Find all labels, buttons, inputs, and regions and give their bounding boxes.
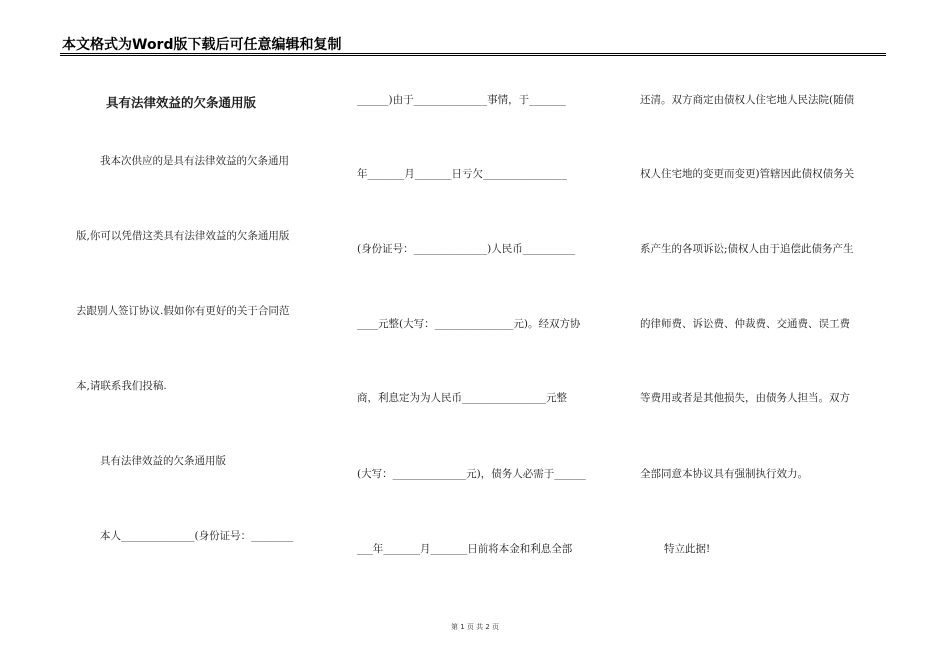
document-title: 具有法律效益的欠条通用版 bbox=[106, 95, 257, 110]
text-column-3 bbox=[640, 0, 890, 672]
document-header-title: 本文格式为Word版下载后可任意编辑和复制 bbox=[62, 37, 342, 53]
page-number-footer: 第 1 页 共 2 页 bbox=[450, 623, 500, 631]
text-line: 权人住宅地的变更而变更)管辖因此债权债务关 bbox=[640, 168, 855, 180]
text-line: 系产生的各项诉讼;债权人由于追偿此债务产生 bbox=[640, 243, 854, 255]
text-line: 还清。双方商定由债权人住宅地人民法院(随债 bbox=[640, 94, 855, 106]
text-line: 具有法律效益的欠条通用版 bbox=[100, 455, 226, 467]
text-line: (身份证号：______________)人民币__________ bbox=[357, 243, 576, 255]
text-line: (大写：______________元)，债务人必需于______ bbox=[357, 468, 586, 480]
text-line: 本人______________(身份证号：________ bbox=[100, 530, 294, 542]
text-line: 我本次供应的是具有法律效益的欠条通用 bbox=[100, 155, 289, 167]
text-line: 版,你可以凭借这类具有法律效益的欠条通用版 bbox=[76, 230, 290, 242]
text-line: ______)由于______________事情，于_______ bbox=[357, 94, 566, 106]
text-line: 特立此据! bbox=[664, 543, 711, 555]
text-line: 商，利息定为为人民币________________元整 bbox=[357, 392, 567, 404]
text-line: 的律师费、诉讼费、仲裁费、交通费、误工费 bbox=[640, 318, 850, 330]
text-column-2 bbox=[357, 0, 617, 672]
text-line: 年_______月_______日亏欠________________ bbox=[357, 168, 567, 180]
text-line: 全部同意本协议具有强制执行效力。 bbox=[640, 468, 808, 480]
text-line: 去跟别人签订协议.假如你有更好的关于合同范 bbox=[76, 305, 290, 317]
text-column-1 bbox=[76, 0, 326, 672]
text-line: ___年_______月_______日前将本金和利息全部 bbox=[357, 543, 573, 555]
text-line: 等费用或者是其他损失，由债务人担当。双方 bbox=[640, 392, 850, 404]
text-line: 本,请联系我们投稿. bbox=[76, 380, 167, 392]
text-line: ____元整(大写：_______________元)。经双方协 bbox=[357, 318, 581, 330]
